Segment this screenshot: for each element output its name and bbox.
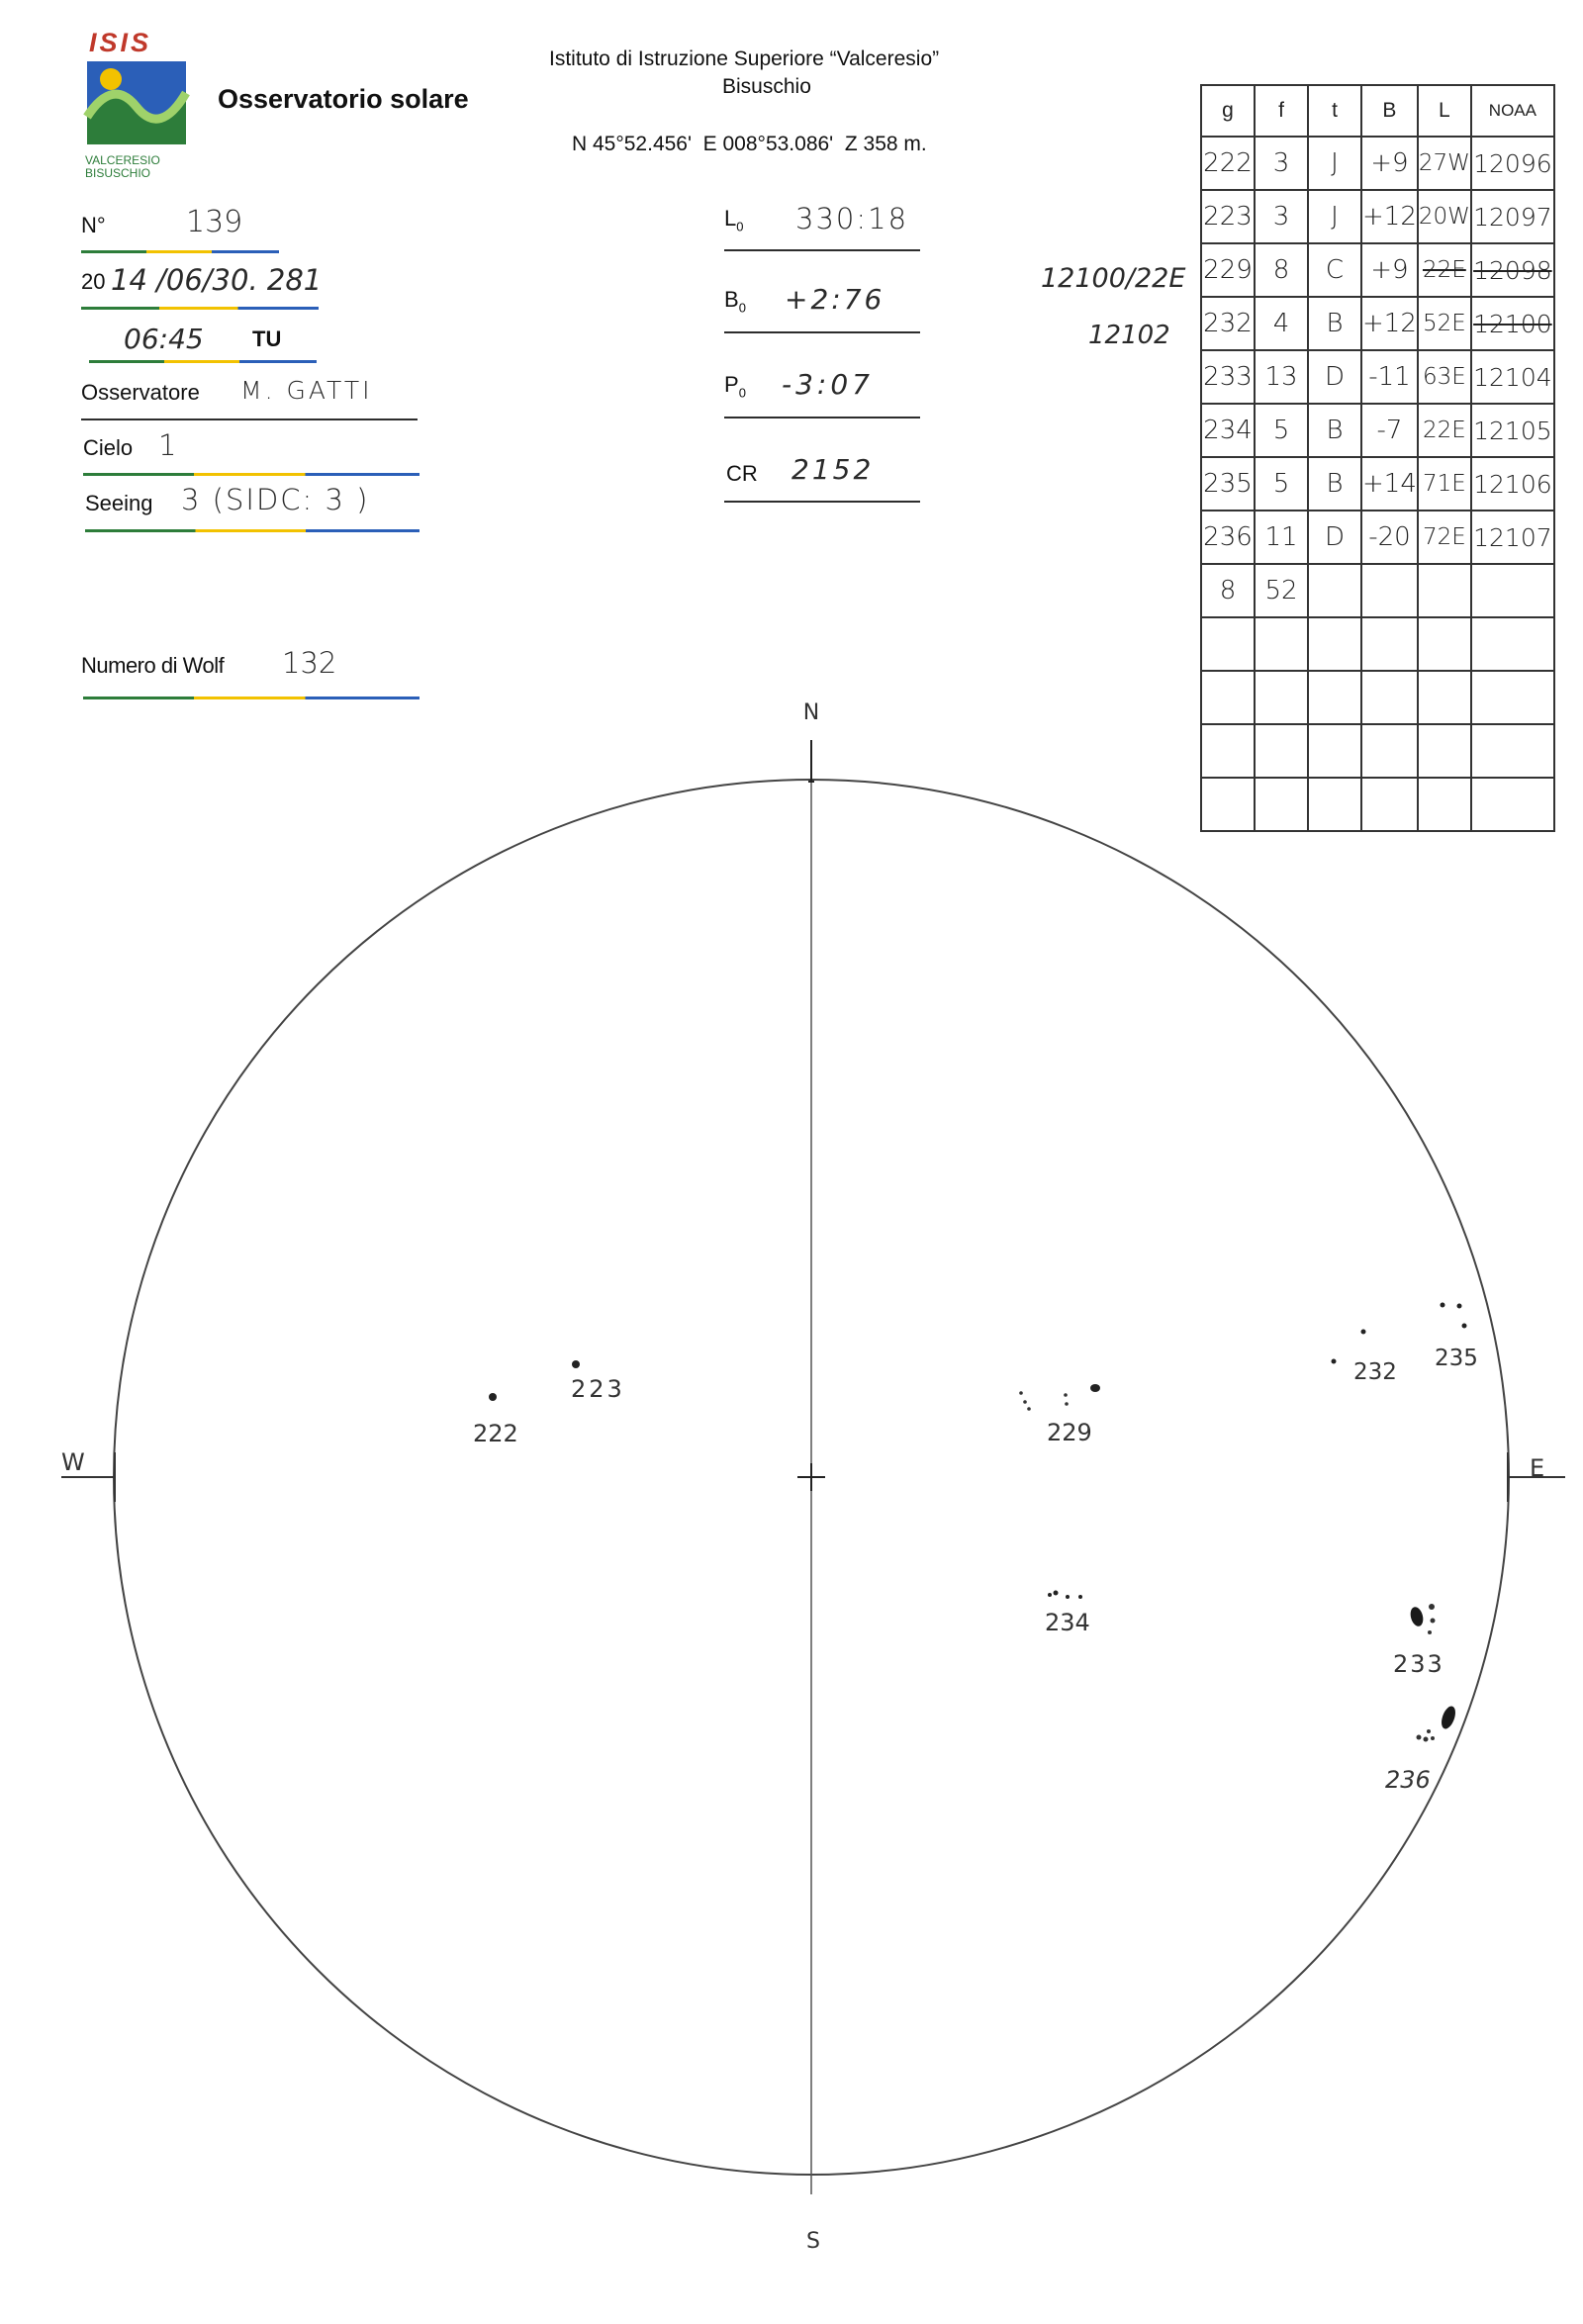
b0-sub: 0 — [738, 300, 746, 316]
margin-note-noaa: 12102 — [1088, 321, 1170, 350]
north-label: N — [802, 700, 820, 725]
observatory-title: Osservatorio solare — [218, 84, 469, 114]
cell-g: 233 — [1201, 350, 1255, 404]
p0-value: -3:07 — [782, 368, 874, 401]
seeing-value: 3 (SIDC: 3 ) — [181, 483, 370, 516]
sunspot-236-d — [1431, 1736, 1435, 1740]
sunspot-233-d — [1428, 1630, 1432, 1634]
cell-g: 223 — [1201, 190, 1255, 243]
sunspot-229-main — [1090, 1384, 1100, 1392]
sunspot-236-c — [1424, 1737, 1429, 1742]
sunspot-234-a — [1048, 1593, 1052, 1597]
number-label: N° — [81, 213, 106, 237]
p0-sub: 0 — [738, 385, 746, 401]
sunspot-236-b — [1417, 1735, 1422, 1740]
wolf-value: 132 — [282, 646, 337, 680]
cell-noaa-struck: 12100 — [1471, 297, 1554, 350]
col-header-b: B — [1361, 85, 1418, 137]
sunspot-235-b — [1457, 1304, 1462, 1309]
group-label-222: 222 — [473, 1420, 518, 1447]
number-value: 139 — [186, 205, 243, 239]
cell-b: +14 — [1361, 457, 1418, 511]
cell-g: 236 — [1201, 511, 1255, 564]
cell-noaa: 12107 — [1471, 511, 1554, 564]
time-unit: TU — [252, 326, 282, 351]
observatory-coordinates: N 45°52.456' E 008°53.086' Z 358 m. — [572, 133, 927, 155]
cell-l: 22E — [1418, 404, 1471, 457]
sunspot-234-d — [1078, 1595, 1082, 1599]
l0-value: 330:18 — [795, 202, 909, 235]
observer-value: M. GATTI — [240, 376, 373, 405]
sunspot-233-b — [1429, 1604, 1435, 1610]
cell-t: D — [1308, 350, 1361, 404]
sunspot-222 — [489, 1393, 497, 1401]
group-label-229: 229 — [1047, 1419, 1092, 1446]
col-header-t: t — [1308, 85, 1361, 137]
margin-note-region: 12100/22E — [1041, 263, 1186, 294]
cell-t: B — [1308, 404, 1361, 457]
sunspot-236-main — [1439, 1705, 1457, 1731]
l0-letter: L — [724, 206, 737, 231]
sunspot-236-e — [1427, 1729, 1431, 1733]
cell-g: 222 — [1201, 137, 1255, 190]
cell-l: 27W — [1418, 137, 1471, 190]
sunspot-229-a — [1019, 1391, 1023, 1395]
cell-l: 63E — [1418, 350, 1471, 404]
cell-f: 11 — [1255, 511, 1308, 564]
cell-t: D — [1308, 511, 1361, 564]
cell-noaa: 12105 — [1471, 404, 1554, 457]
sunspot-229-e — [1065, 1402, 1069, 1406]
cell-b: +12 — [1361, 297, 1418, 350]
group-label-234: 234 — [1045, 1609, 1090, 1636]
cell-b: +12 — [1361, 190, 1418, 243]
cell-f: 8 — [1255, 243, 1308, 297]
cell-l-struck: 22E — [1418, 243, 1471, 297]
sunspot-223 — [572, 1360, 580, 1368]
l0-sub: 0 — [736, 219, 744, 234]
sunspot-233-c — [1431, 1619, 1436, 1624]
cell-noaa-struck: 12098 — [1471, 243, 1554, 297]
wolf-label: Numero di Wolf — [81, 653, 225, 678]
cell-noaa: 12106 — [1471, 457, 1554, 511]
cell-b: -20 — [1361, 511, 1418, 564]
time-value: 06:45 — [124, 323, 204, 355]
cell-noaa: 12104 — [1471, 350, 1554, 404]
cell-l: 52E — [1418, 297, 1471, 350]
sunspot-229-b — [1023, 1400, 1027, 1404]
cell-g: 234 — [1201, 404, 1255, 457]
cell-l: 71E — [1418, 457, 1471, 511]
seeing-label: Seeing — [85, 491, 153, 515]
cell-b: +9 — [1361, 137, 1418, 190]
cell-f: 3 — [1255, 137, 1308, 190]
cell-g: 232 — [1201, 297, 1255, 350]
cr-value: 2152 — [792, 453, 875, 486]
group-label-236: 236 — [1385, 1766, 1431, 1794]
sunspot-234-b — [1054, 1591, 1059, 1596]
cell-l: 20W — [1418, 190, 1471, 243]
cell-f: 4 — [1255, 297, 1308, 350]
group-label-223: 223 — [571, 1375, 625, 1403]
col-header-f: f — [1255, 85, 1308, 137]
p0-letter: P — [724, 372, 739, 397]
sunspot-235-a — [1441, 1303, 1445, 1308]
cell-noaa: 12096 — [1471, 137, 1554, 190]
date-prefix: 20 — [81, 269, 106, 294]
sunspot-229-c — [1027, 1407, 1031, 1411]
institute-name: Istituto di Istruzione Superiore “Valceresio” — [549, 47, 940, 70]
cell-f: 5 — [1255, 404, 1308, 457]
cell-noaa: 12097 — [1471, 190, 1554, 243]
cell-g: 235 — [1201, 457, 1255, 511]
cell-t: J — [1308, 137, 1361, 190]
b0-value: +2:76 — [785, 283, 885, 316]
sunspot-233-main — [1409, 1606, 1426, 1627]
col-header-g: g — [1201, 85, 1255, 137]
logo-brand-text: ISIS — [89, 28, 152, 57]
logo-place-line1: VALCERESIO — [85, 153, 160, 167]
sky-label: Cielo — [83, 435, 134, 460]
west-label: W — [61, 1448, 85, 1476]
cell-f: 13 — [1255, 350, 1308, 404]
sunspot-232-b — [1332, 1359, 1337, 1364]
group-label-232: 232 — [1353, 1359, 1397, 1385]
south-label: S — [806, 2229, 820, 2254]
cell-b: -11 — [1361, 350, 1418, 404]
group-label-235: 235 — [1435, 1346, 1478, 1371]
observer-label: Osservatore — [81, 380, 200, 405]
cell-t: B — [1308, 297, 1361, 350]
logo-place-line2: BISUSCHIO — [85, 166, 151, 180]
col-header-noaa: NOAA — [1471, 85, 1554, 137]
cr-label: CR — [726, 461, 758, 486]
sky-value: 1 — [158, 428, 177, 462]
east-label: E — [1530, 1454, 1545, 1482]
total-groups: 8 — [1201, 564, 1255, 617]
cell-f: 3 — [1255, 190, 1308, 243]
cell-l: 72E — [1418, 511, 1471, 564]
institute-town: Bisuschio — [722, 75, 811, 98]
cell-g: 229 — [1201, 243, 1255, 297]
sunspot-232-a — [1361, 1330, 1366, 1335]
b0-letter: B — [724, 287, 739, 312]
total-spots: 52 — [1255, 564, 1308, 617]
cell-t: B — [1308, 457, 1361, 511]
group-label-233: 233 — [1393, 1650, 1444, 1678]
sunspot-229-d — [1064, 1393, 1068, 1397]
col-header-l: L — [1418, 85, 1471, 137]
cell-t: C — [1308, 243, 1361, 297]
sunspot-235-c — [1462, 1324, 1467, 1329]
cell-b: +9 — [1361, 243, 1418, 297]
cell-f: 5 — [1255, 457, 1308, 511]
cell-t: J — [1308, 190, 1361, 243]
date-value: 14 /06/30. 281 — [111, 263, 323, 297]
cell-b: -7 — [1361, 404, 1418, 457]
sunspot-234-c — [1066, 1595, 1070, 1599]
